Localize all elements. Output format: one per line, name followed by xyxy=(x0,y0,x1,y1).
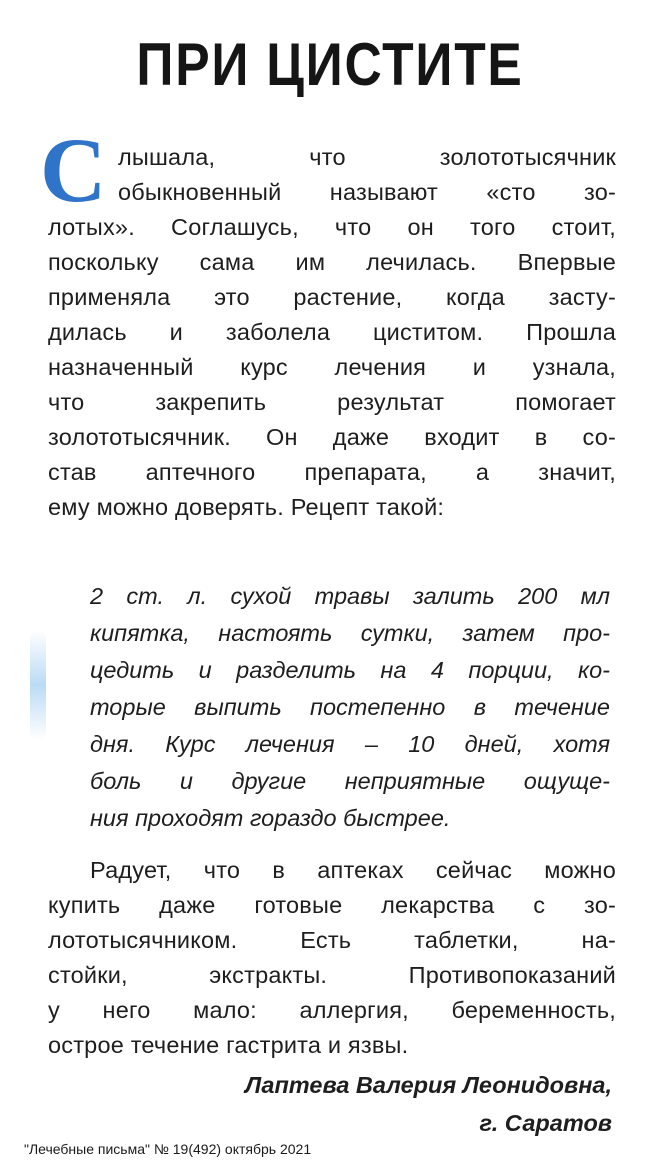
paragraph-intro xyxy=(48,140,616,525)
text-line: золототысячник. Он даже входит в со- xyxy=(48,424,616,450)
text-line: Радует, что в аптеках сейчас можно xyxy=(90,857,616,883)
text-line: у него мало: аллергия, беременность, xyxy=(48,997,616,1023)
text-line: лотых». Соглашусь, что он того стоит, xyxy=(48,214,616,240)
text-line: лототысячником. Есть таблетки, на- xyxy=(48,927,616,953)
text-line: назначенный курс лечения и узнала, xyxy=(48,354,616,380)
text-line: что закрепить результат помогает xyxy=(48,389,616,415)
paragraph-conclusion xyxy=(48,853,616,1063)
recipe-line: ния проходят гораздо быстрее. xyxy=(90,805,451,831)
recipe-line: кипятка, настоять сутки, затем про- xyxy=(90,620,610,646)
author-city: г. Саратов xyxy=(479,1110,612,1136)
source-caption: "Лечебные письма" № 19(492) октябрь 2021 xyxy=(24,1141,315,1157)
text-line: поскольку сама им лечилась. Впервые xyxy=(48,249,616,275)
drop-cap: С xyxy=(40,119,107,221)
text-line: острое течение гастрита и язвы. xyxy=(48,1032,409,1058)
recipe-line: 2 ст. л. сухой травы залить 200 мл xyxy=(90,583,610,609)
text-line: лышала, что золототысячник xyxy=(118,144,616,170)
text-line: купить даже готовые лекарства с зо- xyxy=(48,892,616,918)
recipe-line: цедить и разделить на 4 порции, ко- xyxy=(90,657,610,683)
article-title: ПРИ ЦИСТИТЕ xyxy=(136,31,524,98)
text-line: дилась и заболела циститом. Прошла xyxy=(48,319,616,345)
text-line: ему можно доверять. Рецепт такой: xyxy=(48,494,445,520)
text-line: став аптечного препарата, а значит, xyxy=(48,459,616,485)
recipe-block xyxy=(90,578,610,837)
text-line: обыкновенный называют «сто зо- xyxy=(118,179,616,205)
recipe-line: дня. Курс лечения – 10 дней, хотя xyxy=(90,731,610,757)
text-line: стойки, экстракты. Противопоказаний xyxy=(48,962,616,988)
text-line: применяла это растение, когда засту- xyxy=(48,284,616,310)
recipe-line: боль и другие неприятные ощуще- xyxy=(90,768,610,794)
recipe-line: торые выпить постепенно в течение xyxy=(90,694,610,720)
author-name: Лаптева Валерия Леонидовна, xyxy=(244,1072,612,1098)
decorative-marker xyxy=(30,630,46,740)
